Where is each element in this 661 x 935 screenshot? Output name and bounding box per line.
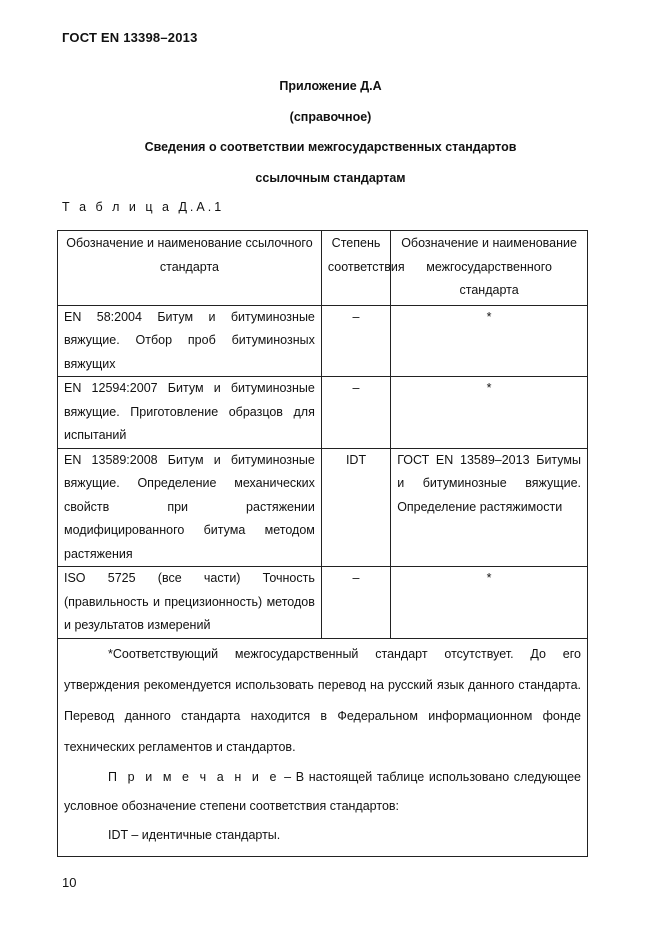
degree-cell: –: [321, 305, 390, 377]
degree-cell: IDT: [321, 448, 390, 567]
correspondence-table: [57, 230, 588, 857]
degree-cell: –: [321, 567, 390, 639]
table-header-row: [58, 231, 588, 306]
national-standard-cell: *: [391, 305, 588, 377]
table-row: [58, 305, 588, 377]
table-footer: [58, 638, 588, 856]
column-header-reference: Обозначение и наименование ссылочного стандарта: [58, 231, 322, 306]
national-standard-cell: *: [391, 567, 588, 639]
column-header-degree: Степень соответствия: [321, 231, 390, 306]
appendix-heading-line1: Сведения о соответствии межгосударственных стандартов: [144, 140, 517, 154]
national-standard-cell: *: [391, 377, 588, 449]
table-caption: Т а б л и ц а Д.А.1: [62, 200, 225, 214]
table-footer-row: [58, 638, 588, 856]
table-note: [64, 763, 581, 821]
appendix-title: Приложение Д.А: [279, 79, 382, 93]
page-number: 10: [62, 875, 77, 890]
appendix-subtitle: (справочное): [289, 110, 372, 124]
reference-standard-cell: ISO 5725 (все части) Точность (правильность и прецизионность) методов и результатов измерений: [58, 567, 322, 639]
note-label: П р и м е ч а н и е: [108, 769, 280, 784]
note-text: – В настоящей таблице использовано следующее условное обозначение степени соответствия стандартов:: [64, 769, 581, 813]
note-item: IDT – идентичные стандарты.: [108, 827, 281, 842]
reference-standard-cell: EN 13589:2008 Битум и битуминозные вяжущие. Определение механических свойств при растяжении модифицированного битума методом растяжения: [58, 448, 322, 567]
table-row: [58, 448, 588, 567]
table-row: [58, 377, 588, 449]
appendix-heading-line2: ссылочным стандартам: [255, 171, 406, 185]
reference-standard-cell: EN 12594:2007 Битум и битуминозные вяжущие. Приготовление образцов для испытаний: [58, 377, 322, 449]
national-standard-cell: ГОСТ EN 13589–2013 Битумы и битуминозные вяжущие. Определение растяжимости: [391, 448, 588, 567]
degree-cell: –: [321, 377, 390, 449]
table-row: [58, 567, 588, 639]
document-code: ГОСТ EN 13398–2013: [62, 30, 198, 45]
footnote-text: *Соответствующий межгосударственный стандарт отсутствует. До его утверждения рекомендуется использовать перевод на русский язык данного стандарта. Перевод данного стандарта находится в Федеральном информационном фонде технических регламентов и стандартов.: [64, 646, 581, 754]
reference-standard-cell: EN 58:2004 Битум и битуминозные вяжущие. Отбор проб битуминозных вяжущих: [58, 305, 322, 377]
column-header-national: Обозначение и наименование межгосударственного стандарта: [391, 231, 588, 306]
